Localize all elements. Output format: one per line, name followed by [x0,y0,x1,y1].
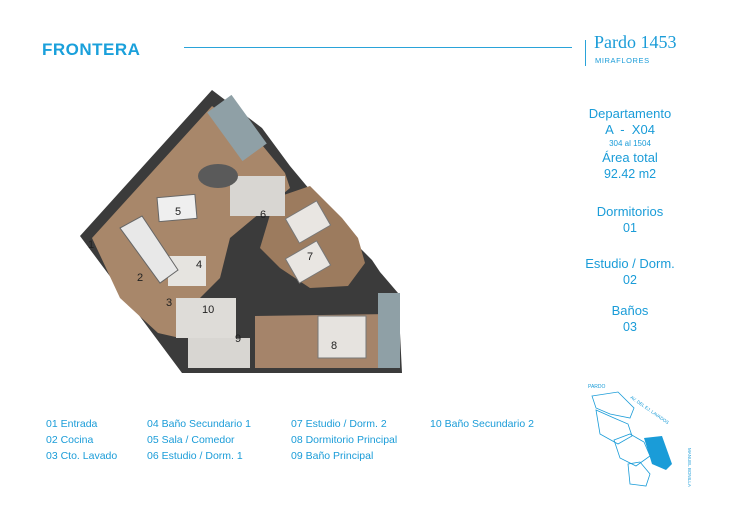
street-label-diagonal: AV. DEL EJ. LAVADOS [629,394,670,426]
legend-item: 04 Baño Secundario 1 [147,418,251,430]
legend-item: 03 Cto. Lavado [46,450,118,462]
location-key-map [570,378,710,498]
study-value: 02 [623,273,637,287]
area-value: 92.42 m2 [603,167,657,181]
legend-column-2 [147,416,251,464]
room-number-6: 6 [260,209,267,221]
room-number-9: 9 [235,333,242,345]
street-label-top: PARDO [588,384,606,390]
unit-highlight [644,436,672,470]
room-number-5: 5 [175,206,182,218]
area-label: Área total [602,150,658,165]
room-number-10: 10 [202,304,215,316]
bedrooms-label: Dormitorios [596,204,664,219]
brand-logo: FRONTERA [42,40,141,59]
legend-item: 02 Cocina [46,434,94,446]
title-divider [585,40,586,66]
project-district: MIRAFLORES [595,56,650,65]
legend-column-3 [291,416,397,464]
street-label-right: MANUEL BONILLA [687,448,692,487]
header-divider [184,47,572,48]
legend-item: 10 Baño Secundario 2 [430,418,534,430]
sofa [198,164,238,188]
unit-floors: 304 al 1504 [609,139,651,148]
master-bed [318,316,366,358]
room-number-4: 4 [196,259,203,271]
bath-3-tiles [230,176,285,216]
terrace-right [378,293,400,368]
bedrooms-block [560,204,700,236]
unit-code: A - X04 [605,122,655,137]
legend-item: 01 Entrada [46,418,98,430]
room-number-3: 3 [166,297,173,309]
room-number-2: 2 [137,272,144,284]
bedrooms-value: 01 [623,221,637,235]
project-title: Pardo 1453 [594,32,677,52]
baths-label: Baños [611,303,649,318]
room-number-8: 8 [331,340,338,352]
study-block [560,256,700,288]
floor-plan [80,88,415,378]
legend-column-1 [46,416,117,464]
legend-item: 08 Dormitorio Principal [291,434,398,446]
legend-item: 09 Baño Principal [291,450,374,462]
unit-type-label: Departamento [588,106,672,121]
legend-item: 06 Estudio / Dorm. 1 [147,450,243,462]
baths-block [560,303,700,335]
unit-type-block [560,106,700,182]
room-number-1: 1 [88,239,95,251]
baths-value: 03 [623,320,637,334]
legend-item: 05 Sala / Comedor [147,434,235,446]
legend-item: 07 Estudio / Dorm. 2 [291,418,387,430]
legend-column-4 [430,416,534,432]
study-label: Estudio / Dorm. [585,256,675,271]
room-number-7: 7 [307,251,314,263]
